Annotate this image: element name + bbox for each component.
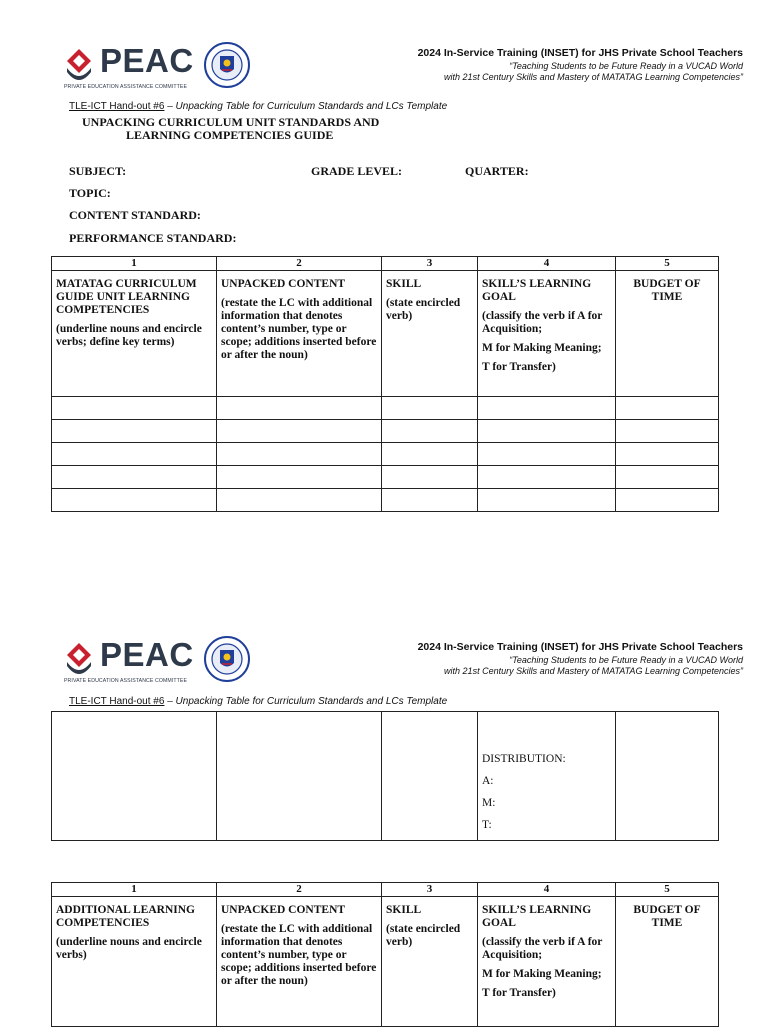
table-cell[interactable] xyxy=(217,443,382,466)
table-cell[interactable] xyxy=(52,397,217,420)
t2-col1-note: (underline nouns and encircle verbs) xyxy=(56,936,202,961)
continuation-table xyxy=(51,711,719,841)
col2-title: UNPACKED CONTENT xyxy=(221,278,346,290)
header-line-2: “Teaching Students to be Future Ready in a VUCAD World xyxy=(509,655,743,665)
header-line-3: with 21st Century Skills and Mastery of MATATAG Learning Competencies” xyxy=(444,666,743,676)
table-cell[interactable] xyxy=(616,712,719,841)
column-number-2: 2 xyxy=(217,883,382,897)
table-cell[interactable] xyxy=(616,443,719,466)
handout-description: – Unpacking Table for Curriculum Standards and LCs Template xyxy=(164,696,448,707)
table-cell[interactable] xyxy=(52,712,217,841)
col5-title: BUDGET OF TIME xyxy=(633,278,701,303)
col3-note: (state encircled verb) xyxy=(386,297,461,322)
subject-label: SUBJECT: xyxy=(69,164,127,178)
column-number-5: 5 xyxy=(616,257,719,271)
table-cell[interactable] xyxy=(217,420,382,443)
distribution-a: A: xyxy=(482,775,494,787)
table-cell[interactable] xyxy=(478,443,616,466)
table-cell[interactable] xyxy=(616,466,719,489)
col4-note-2: M for Making Meaning; xyxy=(482,342,602,354)
header-training-info-page-2 xyxy=(418,641,743,677)
table-cell[interactable] xyxy=(616,489,719,512)
table-cell[interactable] xyxy=(478,466,616,489)
col1-note: (underline nouns and encircle verbs; define key terms) xyxy=(56,323,202,348)
column-number-5: 5 xyxy=(616,883,719,897)
peac-logo-subtitle: PRIVATE EDUCATION ASSISTANCE COMMITTEE xyxy=(64,678,188,684)
topic-label: TOPIC: xyxy=(69,186,111,200)
header-additional-competencies xyxy=(52,897,217,1027)
col4-note-1: (classify the verb if A for Acquisition; xyxy=(482,310,603,335)
table-cell[interactable] xyxy=(616,420,719,443)
column-number-1: 1 xyxy=(52,257,217,271)
t2-col3-title: SKILL xyxy=(386,904,422,916)
t2-col3-note: (state encircled verb) xyxy=(386,923,461,948)
content-standard-label: CONTENT STANDARD: xyxy=(69,208,201,222)
handout-code: TLE-ICT Hand-out #6 xyxy=(69,101,165,112)
column-number-4: 4 xyxy=(478,257,616,271)
table-row xyxy=(52,443,719,466)
performance-standard-label: PERFORMANCE STANDARD: xyxy=(69,231,237,245)
header-line-1: 2024 In-Service Training (INSET) for JHS Private School Teachers xyxy=(417,47,743,59)
peac-emblem-icon xyxy=(64,48,94,82)
table-cell[interactable] xyxy=(382,397,478,420)
table-cell[interactable] xyxy=(217,466,382,489)
peac-logo-word: PEAC xyxy=(100,42,194,79)
t2-col4-note-2: M for Making Meaning; xyxy=(482,968,602,980)
distribution-m: M: xyxy=(482,797,496,809)
table-cell[interactable] xyxy=(616,397,719,420)
table-cell[interactable] xyxy=(382,712,478,841)
col4-note-3: T for Transfer) xyxy=(482,361,556,373)
column-number-2: 2 xyxy=(217,257,382,271)
deped-seal-icon xyxy=(204,636,250,682)
table-cell[interactable] xyxy=(52,420,217,443)
table-cell[interactable] xyxy=(217,712,382,841)
table-cell[interactable] xyxy=(52,443,217,466)
document-title-line-2: LEARNING COMPETENCIES GUIDE xyxy=(126,128,334,142)
peac-emblem-icon xyxy=(64,642,94,676)
header-training-info xyxy=(418,47,743,83)
table-cell[interactable] xyxy=(382,466,478,489)
header-skill xyxy=(382,271,478,397)
header-skill xyxy=(382,897,478,1027)
table-cell[interactable] xyxy=(217,489,382,512)
header-line-2: “Teaching Students to be Future Ready in a VUCAD World xyxy=(509,61,743,71)
header-competencies xyxy=(52,271,217,397)
header-line-1: 2024 In-Service Training (INSET) for JHS Private School Teachers xyxy=(417,641,743,653)
header-line-3: with 21st Century Skills and Mastery of MATATAG Learning Competencies” xyxy=(444,72,743,82)
table-row xyxy=(52,489,719,512)
column-number-1: 1 xyxy=(52,883,217,897)
distribution-t: T: xyxy=(482,819,492,831)
table-cell[interactable] xyxy=(217,397,382,420)
table-cell[interactable] xyxy=(478,397,616,420)
header-budget-of-time xyxy=(616,897,719,1027)
col1-title: MATATAG CURRICULUM GUIDE UNIT LEARNING COMPETENCIES xyxy=(56,278,197,316)
header-unpacked-content xyxy=(217,271,382,397)
col4-title: SKILL’S LEARNING GOAL xyxy=(482,278,592,303)
col2-note: (restate the LC with additional information that denotes content’s number, type or scope; additions inserted before or after the noun) xyxy=(221,297,377,361)
table-row xyxy=(52,420,719,443)
distribution-label: DISTRIBUTION: xyxy=(482,753,566,765)
additional-competencies-table xyxy=(51,882,719,1027)
deped-seal-icon xyxy=(204,42,250,88)
table-cell[interactable] xyxy=(382,443,478,466)
table-cell[interactable] xyxy=(382,420,478,443)
header-learning-goal xyxy=(478,271,616,397)
header-budget-of-time xyxy=(616,271,719,397)
peac-logo-word: PEAC xyxy=(100,636,194,673)
document-title-line-1: UNPACKING CURRICULUM UNIT STANDARDS AND xyxy=(82,115,380,129)
grade-level-label: GRADE LEVEL: xyxy=(311,164,403,178)
table-cell[interactable] xyxy=(52,489,217,512)
t2-col2-note: (restate the LC with additional information that denotes content’s number, type or scope; additions inserted before or after the noun) xyxy=(221,923,377,987)
table-cell[interactable] xyxy=(382,489,478,512)
column-number-4: 4 xyxy=(478,883,616,897)
t2-col1-title: ADDITIONAL LEARNING COMPETENCIES xyxy=(56,904,195,929)
table-row xyxy=(52,466,719,489)
header-learning-goal xyxy=(478,897,616,1027)
handout-code: TLE-ICT Hand-out #6 xyxy=(69,696,165,707)
t2-col2-title: UNPACKED CONTENT xyxy=(221,904,346,916)
column-number-3: 3 xyxy=(382,257,478,271)
col3-title: SKILL xyxy=(386,278,422,290)
t2-col4-note-1: (classify the verb if A for Acquisition; xyxy=(482,936,603,961)
column-number-3: 3 xyxy=(382,883,478,897)
unpacking-table xyxy=(51,256,719,512)
t2-col4-note-3: T for Transfer) xyxy=(482,987,556,999)
table-cell[interactable] xyxy=(478,489,616,512)
table-row xyxy=(52,397,719,420)
handout-description: – Unpacking Table for Curriculum Standards and LCs Template xyxy=(164,101,448,112)
header-unpacked-content xyxy=(217,897,382,1027)
peac-logo-subtitle: PRIVATE EDUCATION ASSISTANCE COMMITTEE xyxy=(64,84,188,90)
t2-col4-title: SKILL’S LEARNING GOAL xyxy=(482,904,592,929)
handout-title xyxy=(69,101,447,112)
t2-col5-title: BUDGET OF TIME xyxy=(633,904,701,929)
quarter-label: QUARTER: xyxy=(465,164,529,178)
handout-title-page-2 xyxy=(69,696,447,707)
distribution-cell[interactable] xyxy=(478,712,616,841)
table-cell[interactable] xyxy=(478,420,616,443)
table-cell[interactable] xyxy=(52,466,217,489)
